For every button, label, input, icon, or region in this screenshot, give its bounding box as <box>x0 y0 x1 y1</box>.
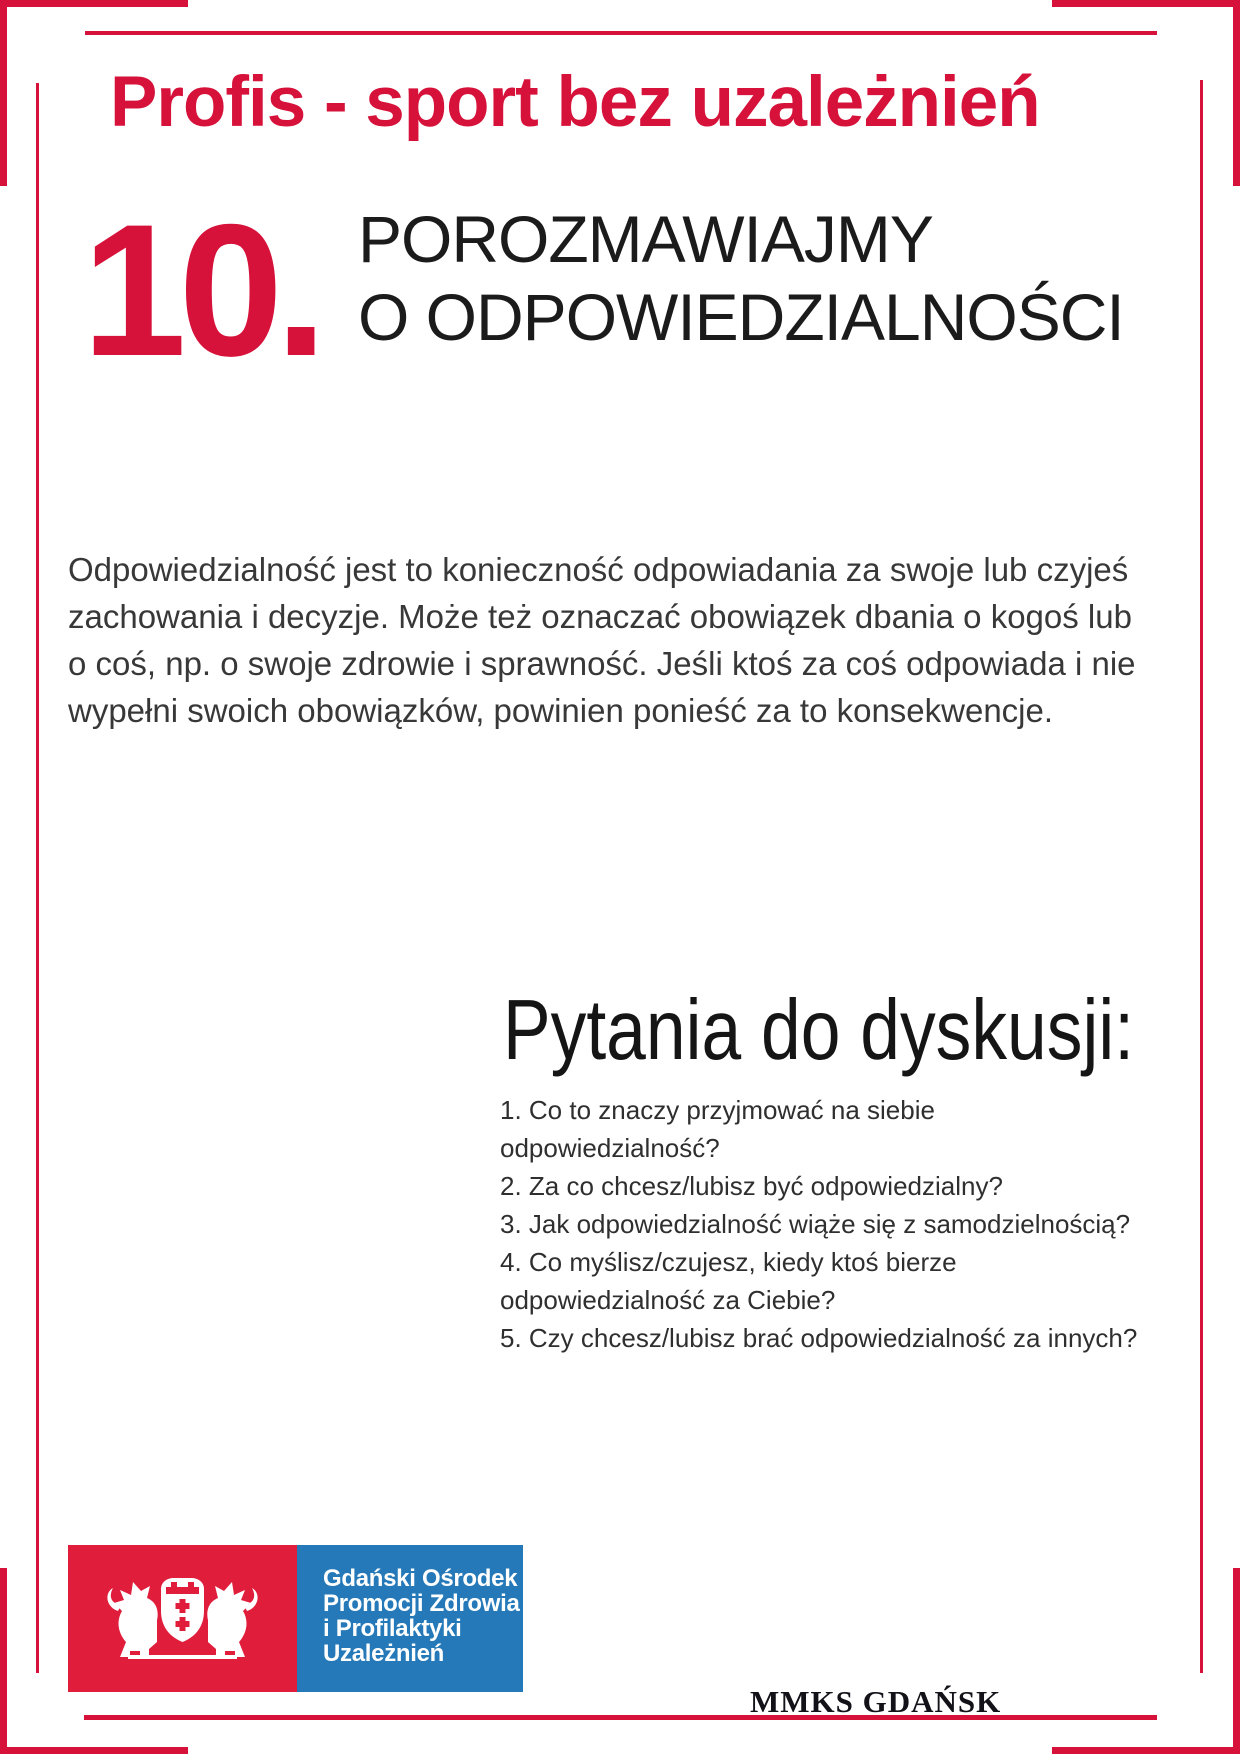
logo-text-line: Uzależnień <box>323 1640 445 1667</box>
question-line: odpowiedzialność? <box>500 1133 720 1163</box>
frame-corner-top-right-vertical <box>1233 0 1240 186</box>
question-line: 5. Czy chcesz/lubisz brać odpowiedzialność za innych? <box>500 1323 1138 1353</box>
question-line: 2. Za co chcesz/lubisz być odpowiedzialny? <box>500 1171 1003 1201</box>
intro-line: o coś, np. o swoje zdrowie i sprawność. Jeśli ktoś za coś odpowiada i nie <box>68 645 1136 682</box>
lesson-title-line-1: POROZMAWIAJMY <box>358 202 933 276</box>
logo-text-line: i Profilaktyki <box>323 1615 462 1642</box>
program-title: Profis - sport bez uzależnień <box>110 63 1040 142</box>
questions-list <box>500 1091 1137 1357</box>
intro-line: wypełni swoich obowiązków, powinien ponieść za to konsekwencje. <box>68 692 1054 729</box>
logo-text-line: Gdański Ośrodek <box>323 1565 518 1592</box>
question-line: odpowiedzialność za Ciebie? <box>500 1285 836 1315</box>
frame-corner-top-left-vertical <box>0 0 7 186</box>
inner-rule-left <box>36 83 39 1673</box>
lesson-title <box>358 200 1124 356</box>
questions-heading: Pytania do dyskusji: <box>503 983 1135 1078</box>
gdansk-logo-crest-panel <box>68 1545 297 1692</box>
intro-line: zachowania i decyzje. Może też oznaczać obowiązek dbania o kogoś lub <box>68 598 1132 635</box>
club-name: MMKS GDAŃSK <box>750 1684 1002 1719</box>
frame-corner-top-left-horizontal <box>0 0 188 7</box>
gdansk-crest-icon <box>68 1545 297 1692</box>
question-line: 3. Jak odpowiedzialność wiąże się z samodzielnością? <box>500 1209 1131 1239</box>
intro-line: Odpowiedzialność jest to konieczność odpowiadania za swoje lub czyjeś <box>68 551 1129 588</box>
frame-corner-top-right-horizontal <box>1052 0 1240 7</box>
intro-paragraph <box>68 546 1136 734</box>
inner-rule-top <box>85 31 1157 35</box>
frame-corner-bottom-right-horizontal <box>1052 1747 1240 1754</box>
gdansk-logo-text-panel <box>297 1545 523 1692</box>
frame-corner-bottom-right-vertical <box>1233 1568 1240 1754</box>
frame-corner-bottom-left-horizontal <box>0 1747 188 1754</box>
logo-text-line: Promocji Zdrowia <box>323 1590 520 1617</box>
lesson-number: 10. <box>82 185 320 395</box>
inner-rule-right <box>1200 80 1203 1673</box>
frame-corner-bottom-left-vertical <box>0 1568 7 1754</box>
question-line: 1. Co to znaczy przyjmować na siebie <box>500 1095 935 1125</box>
question-line: 4. Co myślisz/czujesz, kiedy ktoś bierze <box>500 1247 957 1277</box>
lesson-title-line-2: O ODPOWIEDZIALNOŚCI <box>358 280 1124 354</box>
